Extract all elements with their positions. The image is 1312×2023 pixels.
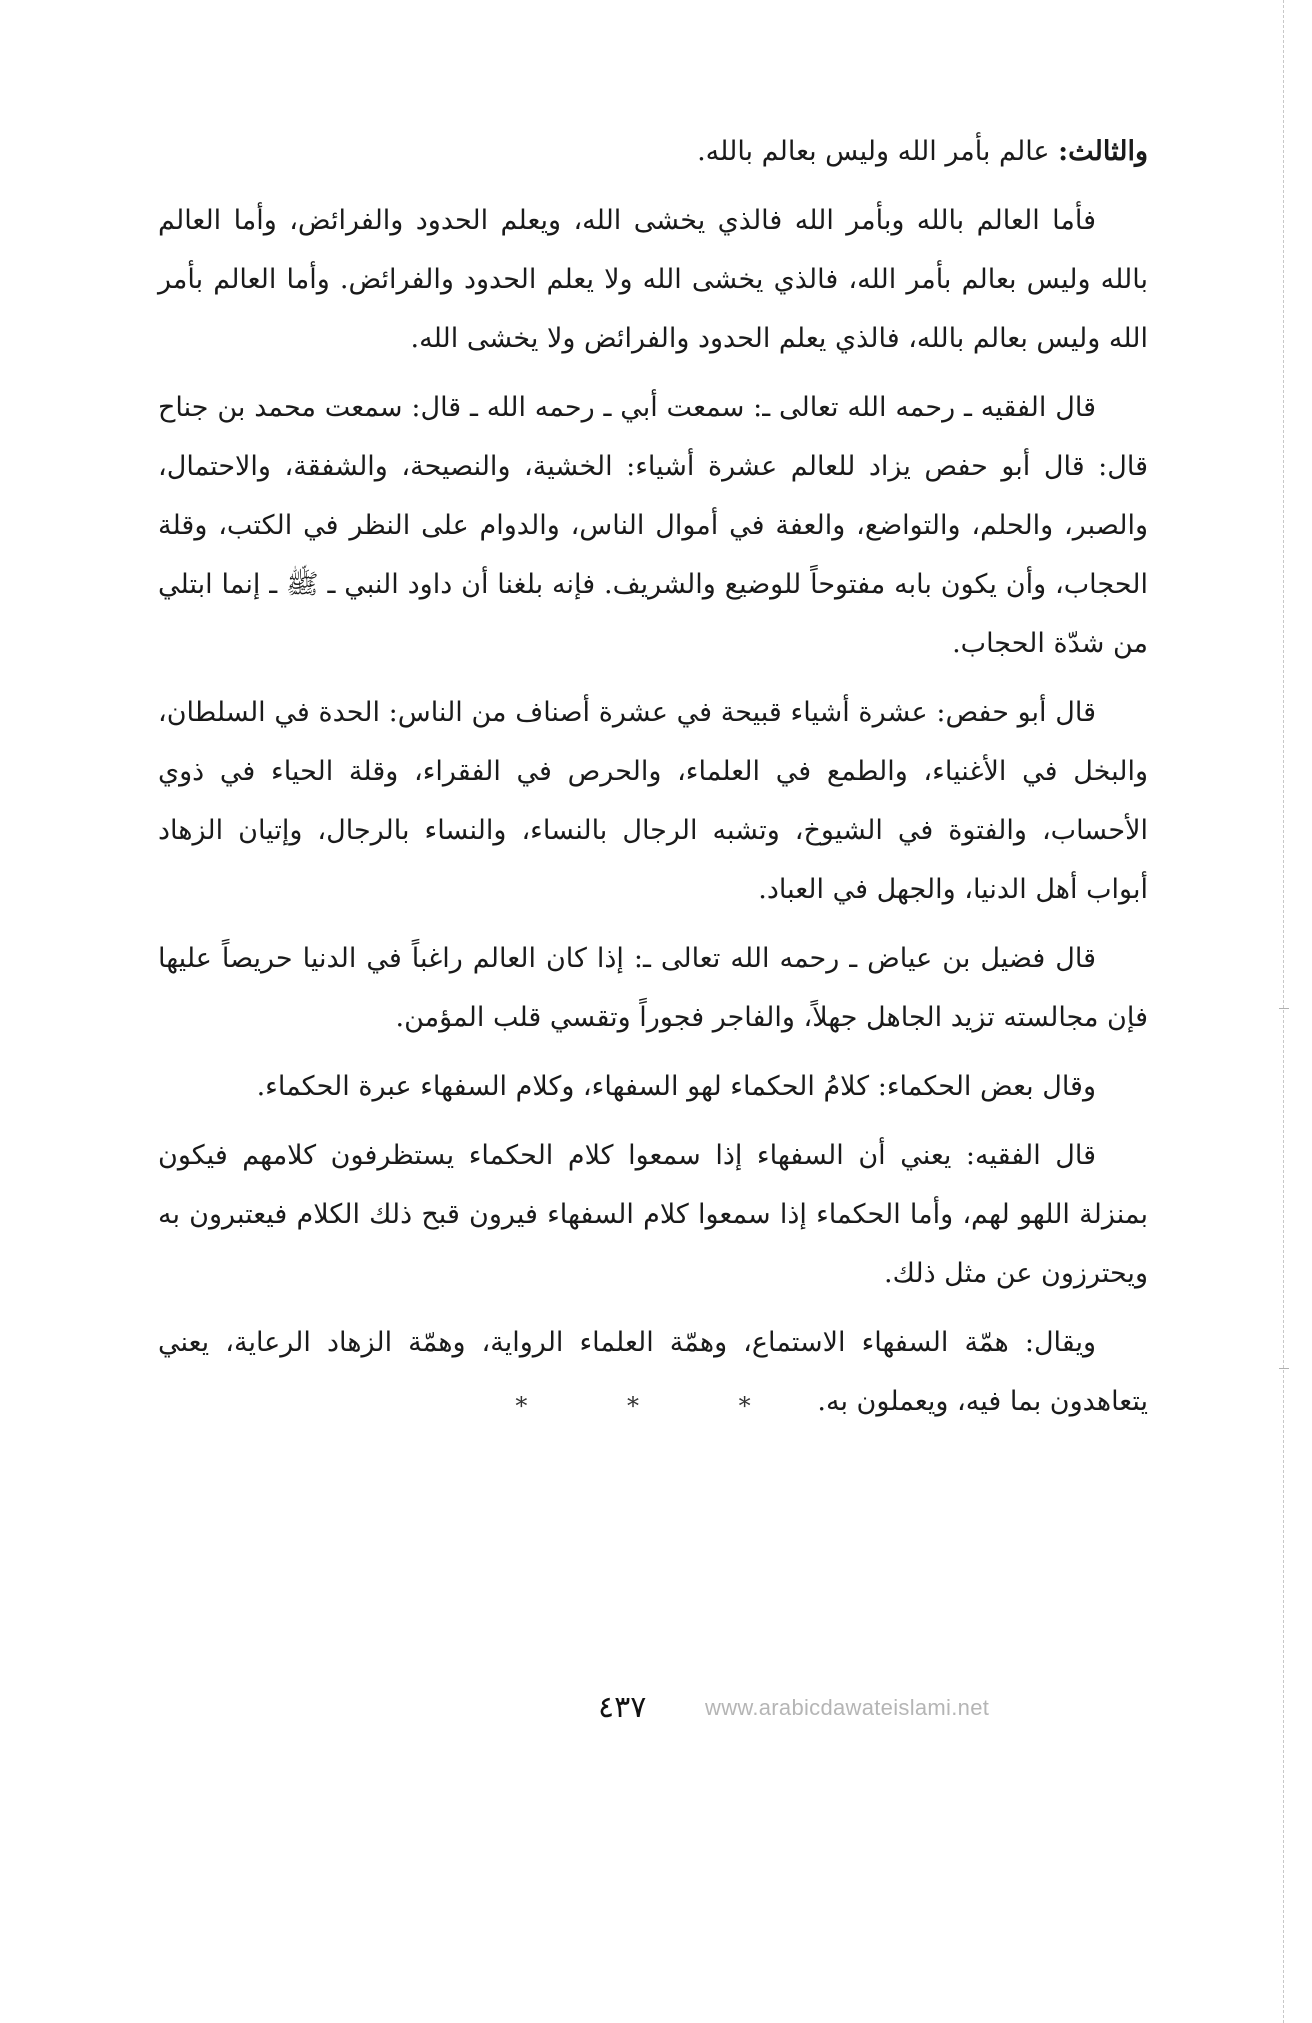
section-separator: * * *	[515, 1392, 797, 1420]
paragraph-text: قال الفقيه ـ رحمه الله تعالى ـ: سمعت أبي ـ رحمه الله ـ قال: سمعت محمد بن جناح قال: قال أبو حفص يزاد للعالم عشرة أشياء: الخشية، والنصيحة، والشفقة، والاحتمال، والصبر، والحلم، والتواضع، والعفة في أموال الناس، والدوام على النظر في الكتب، وقلة الحجاب، وأن يكون بابه مفتوحاً للوضيع والشريف. فإنه بلغنا أن داود النبي ـ ﷺ ـ إنما ابتلي من شدّة الحجاب.	[158, 392, 1148, 659]
scan-edge-tick	[1279, 1008, 1289, 1009]
paragraph	[158, 378, 1148, 673]
paragraph	[158, 191, 1148, 368]
paragraph-lead: والثالث:	[1058, 136, 1148, 167]
page-footer	[0, 1690, 1312, 1730]
paragraph	[158, 683, 1148, 919]
paragraph-text: عالم بأمر الله وليس بعالم بالله.	[697, 136, 1059, 167]
body-text	[158, 122, 1148, 1441]
paragraph	[158, 1126, 1148, 1303]
paragraph	[158, 929, 1148, 1047]
page-number: ٤٣٧	[598, 1690, 647, 1725]
paragraph-text: قال أبو حفص: عشرة أشياء قبيحة في عشرة أصناف من الناس: الحدة في السلطان، والبخل في الأغنياء، والطمع في العلماء، والحرص في الفقراء، وقلة الحياء في ذوي الأحساب، والفتوة في الشيوخ، وتشبه الرجال بالنساء، والنساء بالرجال، وإتيان الزهاد أبواب أهل الدنيا، والجهل في العباد.	[158, 697, 1148, 905]
scan-edge-tick	[1279, 1368, 1289, 1369]
paragraph-text: فأما العالم بالله وبأمر الله فالذي يخشى الله، ويعلم الحدود والفرائض، وأما العالم بالله وليس بعالم بأمر الله، فالذي يخشى الله ولا يعلم الحدود والفرائض. وأما العالم بأمر الله وليس بعالم بالله، فالذي يعلم الحدود والفرائض ولا يخشى الله.	[158, 205, 1148, 354]
paragraph	[158, 122, 1148, 181]
paragraph	[158, 1057, 1148, 1116]
paragraph-text: قال فضيل بن عياض ـ رحمه الله تعالى ـ: إذا كان العالم راغباً في الدنيا حريصاً عليها فإن مجالسته تزيد الجاهل جهلاً، والفاجر فجوراً وتقسي قلب المؤمن.	[158, 943, 1148, 1033]
paragraph-text: وقال بعض الحكماء: كلامُ الحكماء لهو السفهاء، وكلام السفهاء عبرة الحكماء.	[256, 1071, 1096, 1102]
paragraph-text: قال الفقيه: يعني أن السفهاء إذا سمعوا كلام الحكماء يستظرفون كلامهم فيكون بمنزلة اللهو لهم، وأما الحكماء إذا سمعوا كلام السفهاء فيرون قبح ذلك الكلام فيعتبرون به ويحترزون عن مثل ذلك.	[158, 1140, 1148, 1289]
paragraph-text: ويقال: همّة السفهاء الاستماع، وهمّة العلماء الرواية، وهمّة الزهاد الرعاية، يعني يتعاهدون بما فيه، ويعملون به.	[158, 1327, 1148, 1417]
site-watermark-url: www.arabicdawateislami.net	[705, 1695, 990, 1720]
